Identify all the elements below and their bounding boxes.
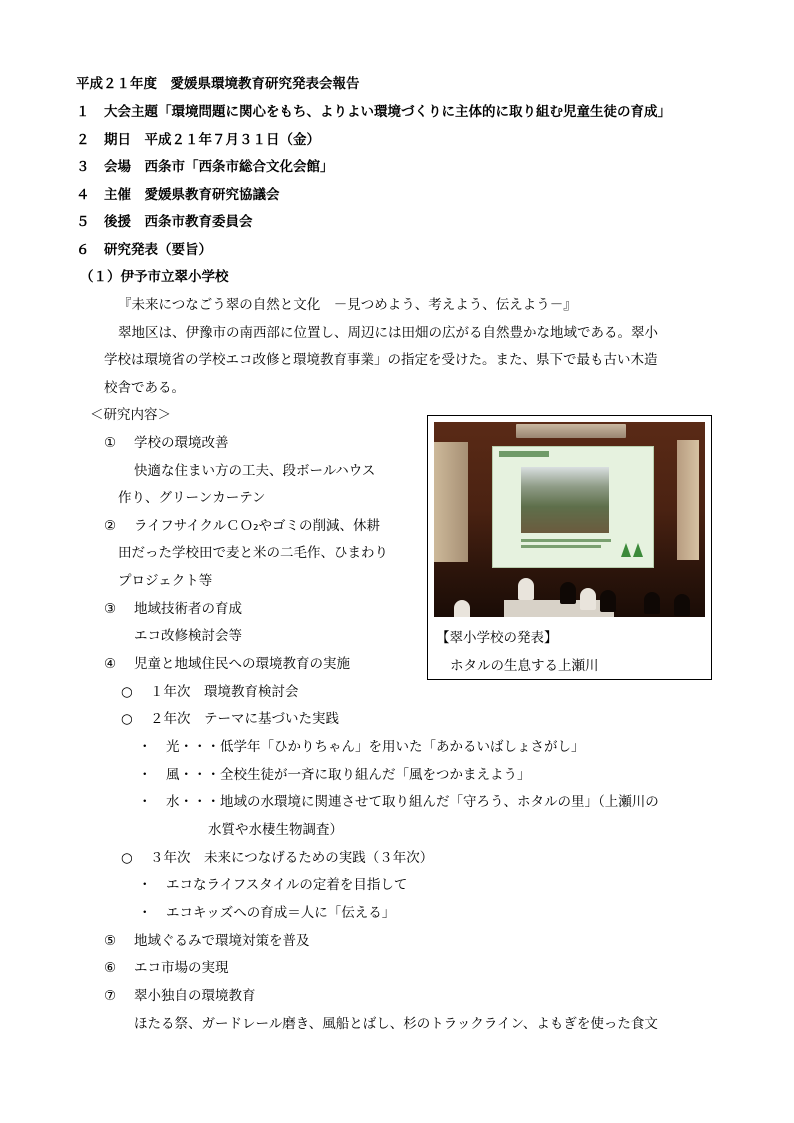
item-4-text: 主催 愛媛県教育研究協議会: [104, 187, 280, 203]
item-number-1: １: [76, 104, 90, 120]
item-number-3: ３: [76, 159, 90, 175]
content-1-line-1: 快適な住まい方の工夫、段ボールハウス: [134, 463, 376, 479]
audience-figure: [580, 588, 596, 610]
year-3-bullet-1: エコなライフスタイルの定着を目指して: [166, 877, 408, 893]
intro-line-2: 学校は環境省の学校エコ改修と環境教育事業」の指定を受けた。また、県下で最も古い木造: [104, 352, 658, 368]
screen-text-line: [521, 539, 611, 542]
screen-river-image: [521, 467, 609, 533]
content-2-line-1: ライフサイクルＣＯ₂やゴミの削減、休耕: [134, 518, 380, 534]
year-3-bullet-2: エコキッズへの育成＝人に「伝える」: [166, 905, 396, 921]
presentation-photo: [434, 422, 705, 617]
item-1-text: 大会主題「環境問題に関心をもち、よりよい環境づくりに主体的に取り組む児童生徒の育成」: [104, 104, 671, 120]
photo-caption-text: ホタルの生息する上瀬川: [450, 658, 599, 674]
content-title-1: 学校の環境改善: [134, 435, 229, 451]
content-3-line-1: エコ改修検討会等: [134, 628, 242, 644]
content-num-7: ⑦: [104, 988, 117, 1004]
year-2-bullet-1-mark: ・: [138, 739, 152, 755]
photo-caption-title: 【翠小学校の発表】: [436, 630, 558, 646]
item-6-text: 研究発表（要旨）: [104, 242, 212, 258]
item-3-text: 会場 西条市「西条市総合文化会館」: [104, 159, 334, 175]
content-num-6: ⑥: [104, 960, 117, 976]
podium-desk: [504, 600, 614, 617]
year-2-bullet-1: 光・・・低学年「ひかりちゃん」を用いた「あかるいばしょさがし」: [166, 739, 585, 755]
theme-line: 『未来につなごう翠の自然と文化 －見つめよう、考えよう、伝えよう－』: [118, 297, 577, 313]
audience-figure: [560, 582, 576, 604]
year-2-text: ２年次 テーマに基づいた実践: [150, 711, 339, 727]
content-title-4: 児童と地域住民への環境教育の実施: [134, 656, 350, 672]
tree-icon: [633, 543, 643, 557]
school-heading: （１）伊予市立翠小学校: [80, 269, 229, 285]
right-stage-panel: [677, 440, 699, 560]
page-title: 平成２１年度 愛媛県環境教育研究発表会報告: [76, 76, 360, 92]
item-number-6: ６: [76, 242, 90, 258]
intro-line-3: 校舎である。: [104, 380, 185, 396]
content-num-4: ④: [104, 656, 117, 672]
content-2-line-2: 田だった学校田で麦と米の二毛作、ひまわり: [118, 545, 388, 561]
left-stage-panel: [434, 442, 468, 562]
audience-figure: [644, 592, 660, 614]
item-number-4: ４: [76, 187, 90, 203]
year-3-bullet-1-mark: ・: [138, 877, 152, 893]
year-2-bullet-3-mark: ・: [138, 794, 152, 810]
content-title-5: 地域ぐるみで環境対策を普及: [134, 933, 310, 949]
year-2-mark: ○: [121, 711, 133, 727]
tree-icon: [621, 543, 631, 557]
item-number-5: ５: [76, 214, 90, 230]
content-num-1: ①: [104, 435, 117, 451]
year-1-text: １年次 環境教育検討会: [150, 684, 299, 700]
content-title-3: 地域技術者の育成: [134, 601, 242, 617]
audience-figure: [454, 600, 470, 617]
content-num-5: ⑤: [104, 933, 117, 949]
screen-text-line: [521, 545, 601, 548]
audience-figure: [600, 590, 616, 612]
year-2-bullet-3-continued: 水質や水棲生物調査）: [208, 822, 343, 838]
stage-banner: [516, 424, 626, 438]
presenter-figure: [518, 578, 534, 600]
content-title-6: エコ市場の実現: [134, 960, 229, 976]
content-2-line-3: プロジェクト等: [118, 573, 213, 589]
screen-title-bar: [499, 451, 549, 457]
year-2-bullet-2-mark: ・: [138, 767, 152, 783]
content-title-7: 翠小独自の環境教育: [134, 988, 256, 1004]
year-2-bullet-2: 風・・・全校生徒が一斉に取り組んだ「風をつかまえよう」: [166, 767, 531, 783]
intro-line-1: 翠地区は、伊豫市の南西部に位置し、周辺には田畑の広がる自然豊かな地域である。翠小: [118, 325, 658, 341]
year-2-bullet-3: 水・・・地域の水環境に関連させて取り組んだ「守ろう、ホタルの里」（上瀬川の: [166, 794, 659, 810]
audience-figure: [674, 594, 690, 616]
content-num-2: ②: [104, 518, 117, 534]
item-5-text: 後援 西条市教育委員会: [104, 214, 253, 230]
year-1-mark: ○: [121, 684, 133, 700]
projection-screen: [492, 446, 654, 568]
content-1-line-2: 作り、グリーンカーテン: [118, 490, 266, 506]
photo-frame: [427, 415, 712, 680]
item-number-2: ２: [76, 132, 90, 148]
content-num-3: ③: [104, 601, 117, 617]
item-2-text: 期日 平成２１年７月３１日（金）: [104, 132, 320, 148]
content-7-line-1: ほたる祭、ガードレール磨き、風船とばし、杉のトラックライン、よもぎを使った食文: [134, 1016, 658, 1032]
year-3-mark: ○: [121, 850, 133, 866]
research-heading: ＜研究内容＞: [90, 407, 171, 423]
year-3-bullet-2-mark: ・: [138, 905, 152, 921]
year-3-text: ３年次 未来につなげるための実践（３年次）: [150, 850, 434, 866]
